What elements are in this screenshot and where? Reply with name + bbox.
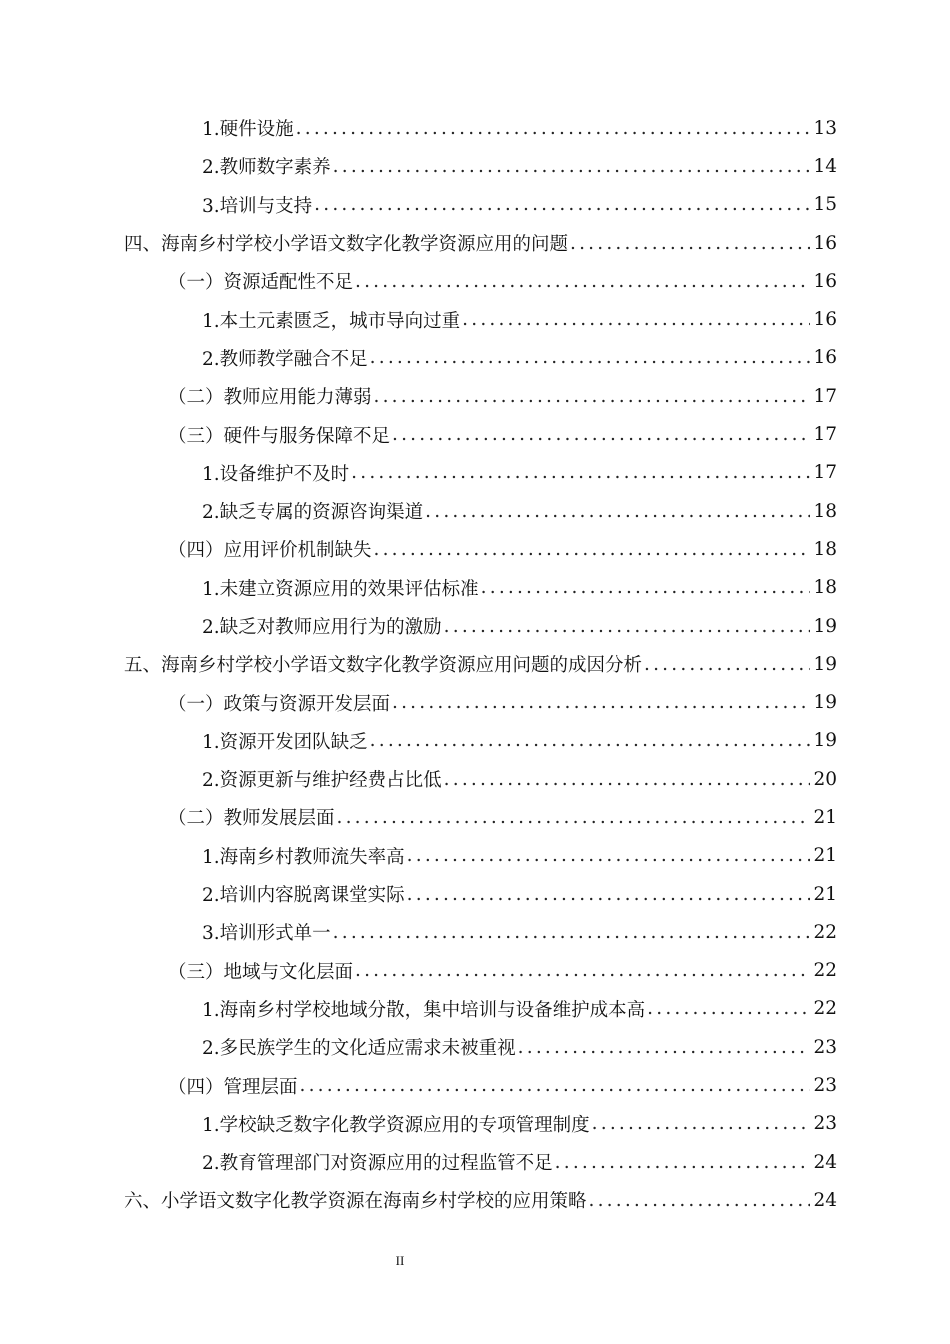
toc-entry[interactable] bbox=[0, 186, 950, 224]
toc-entry[interactable] bbox=[0, 1028, 950, 1066]
toc-entry-page-number: 23 bbox=[813, 1036, 837, 1058]
toc-entry[interactable] bbox=[0, 952, 950, 990]
toc-entry-page-number: 22 bbox=[813, 998, 837, 1020]
dot-leader bbox=[481, 577, 810, 598]
toc-entry-title: 2.资源更新与维护经费占比低 bbox=[202, 770, 442, 792]
toc-entry[interactable] bbox=[0, 569, 950, 607]
toc-entry[interactable] bbox=[0, 1105, 950, 1143]
toc-entry-page-number: 14 bbox=[813, 155, 837, 177]
toc-entry-page-number: 19 bbox=[813, 615, 837, 637]
toc-entry-title: （一）资源适配性不足 bbox=[168, 272, 354, 294]
toc-entry-title: 2.培训内容脱离课堂实际 bbox=[202, 885, 405, 907]
toc-entry-title: 1.设备维护不及时 bbox=[202, 463, 350, 485]
toc-entry-page-number: 23 bbox=[813, 1113, 837, 1135]
dot-leader bbox=[392, 692, 810, 713]
dot-leader bbox=[300, 1075, 810, 1096]
toc-entry-page-number: 24 bbox=[813, 1151, 837, 1173]
toc-entry-page-number: 17 bbox=[813, 424, 837, 446]
dot-leader bbox=[407, 884, 810, 905]
toc-entry-page-number: 15 bbox=[813, 194, 837, 216]
toc-entry-page-number: 16 bbox=[813, 309, 837, 331]
toc-entry-page-number: 22 bbox=[813, 921, 837, 943]
toc-entry[interactable] bbox=[0, 645, 950, 683]
toc-entry-page-number: 16 bbox=[813, 270, 837, 292]
toc-entry[interactable] bbox=[0, 760, 950, 798]
toc-entry[interactable] bbox=[0, 454, 950, 492]
toc-entry-page-number: 19 bbox=[813, 692, 837, 714]
toc-entry-page-number: 21 bbox=[813, 883, 837, 905]
dot-leader bbox=[555, 1152, 810, 1173]
table-of-contents bbox=[0, 109, 950, 1220]
toc-entry-title: 2.教育管理部门对资源应用的过程监管不足 bbox=[202, 1153, 553, 1175]
toc-entry-page-number: 24 bbox=[813, 1189, 837, 1211]
toc-entry-page-number: 21 bbox=[813, 845, 837, 867]
toc-entry-title: 2.教师教学融合不足 bbox=[202, 348, 368, 370]
toc-entry-title: 3.培训形式单一 bbox=[202, 923, 331, 945]
dot-leader bbox=[351, 462, 810, 483]
dot-leader bbox=[589, 1190, 810, 1211]
toc-entry[interactable] bbox=[0, 837, 950, 875]
dot-leader bbox=[444, 616, 810, 637]
toc-entry-title: （三）硬件与服务保障不足 bbox=[168, 425, 391, 447]
toc-entry-page-number: 18 bbox=[813, 577, 837, 599]
dot-leader bbox=[296, 118, 810, 139]
dot-leader bbox=[374, 539, 810, 560]
toc-entry[interactable] bbox=[0, 339, 950, 377]
toc-entry-title: 1.资源开发团队缺乏 bbox=[202, 731, 368, 753]
toc-entry-title: 五、海南乡村学校小学语文数字化教学资源应用问题的成因分析 bbox=[124, 655, 643, 677]
toc-entry[interactable] bbox=[0, 147, 950, 185]
toc-entry-title: 四、海南乡村学校小学语文数字化教学资源应用的问题 bbox=[124, 234, 569, 256]
dot-leader bbox=[355, 271, 810, 292]
dot-leader bbox=[333, 156, 810, 177]
dot-leader bbox=[355, 960, 810, 981]
toc-entry-page-number: 20 bbox=[813, 768, 837, 790]
toc-entry-title: 2.教师数字素养 bbox=[202, 157, 331, 179]
toc-entry-title: （三）地域与文化层面 bbox=[168, 961, 354, 983]
toc-entry-title: 1.未建立资源应用的效果评估标准 bbox=[202, 578, 479, 600]
dot-leader bbox=[337, 807, 810, 828]
toc-entry-title: （四）管理层面 bbox=[168, 1076, 298, 1098]
dot-leader bbox=[314, 194, 810, 215]
toc-entry-title: （二）教师应用能力薄弱 bbox=[168, 387, 372, 409]
toc-entry-title: （四）应用评价机制缺失 bbox=[168, 540, 372, 562]
toc-entry[interactable] bbox=[0, 875, 950, 913]
toc-entry-title: 2.缺乏对教师应用行为的激励 bbox=[202, 617, 442, 638]
toc-entry[interactable] bbox=[0, 990, 950, 1028]
dot-leader bbox=[444, 769, 810, 790]
dot-leader bbox=[570, 233, 810, 254]
dot-leader bbox=[407, 845, 810, 866]
toc-entry-title: 六、小学语文数字化教学资源在海南乡村学校的应用策略 bbox=[124, 1191, 587, 1213]
toc-entry[interactable] bbox=[0, 683, 950, 721]
dot-leader bbox=[644, 654, 810, 675]
dot-leader bbox=[518, 1037, 810, 1058]
toc-entry-page-number: 23 bbox=[813, 1075, 837, 1097]
toc-entry[interactable] bbox=[0, 224, 950, 262]
toc-entry-page-number: 17 bbox=[813, 462, 837, 484]
toc-entry[interactable] bbox=[0, 1143, 950, 1181]
toc-entry-page-number: 18 bbox=[813, 538, 837, 560]
toc-entry[interactable] bbox=[0, 109, 950, 147]
toc-entry[interactable] bbox=[0, 415, 950, 453]
dot-leader bbox=[647, 998, 810, 1019]
toc-entry-title: 1.海南乡村学校地域分散，集中培训与设备维护成本高 bbox=[202, 999, 646, 1021]
toc-entry-page-number: 17 bbox=[813, 385, 837, 407]
dot-leader bbox=[425, 501, 810, 522]
toc-entry-page-number: 16 bbox=[813, 232, 837, 254]
toc-entry[interactable] bbox=[0, 1066, 950, 1104]
dot-leader bbox=[333, 922, 810, 943]
toc-entry-page-number: 18 bbox=[813, 500, 837, 522]
toc-entry[interactable] bbox=[0, 722, 950, 760]
toc-entry[interactable] bbox=[0, 300, 950, 338]
toc-entry[interactable] bbox=[0, 607, 950, 645]
toc-entry-title: 1.硬件设施 bbox=[202, 119, 294, 141]
toc-entry-page-number: 16 bbox=[813, 347, 837, 369]
dot-leader bbox=[370, 347, 810, 368]
dot-leader bbox=[370, 730, 810, 751]
page-number: II bbox=[395, 1253, 405, 1268]
dot-leader bbox=[392, 424, 810, 445]
toc-entry-page-number: 19 bbox=[813, 730, 837, 752]
dot-leader bbox=[592, 1113, 810, 1134]
toc-entry-title: （二）教师发展层面 bbox=[168, 808, 335, 830]
toc-entry-title: 2.多民族学生的文化适应需求未被重视 bbox=[202, 1038, 516, 1060]
toc-entry-page-number: 22 bbox=[813, 960, 837, 982]
toc-entry-title: 1.海南乡村教师流失率高 bbox=[202, 846, 405, 868]
toc-entry-title: 1.本土元素匮乏，城市导向过重 bbox=[202, 310, 461, 332]
toc-entry-page-number: 21 bbox=[813, 806, 837, 828]
toc-entry-title: （一）政策与资源开发层面 bbox=[168, 693, 391, 715]
toc-entry-title: 1.学校缺乏数字化教学资源应用的专项管理制度 bbox=[202, 1114, 590, 1136]
dot-leader bbox=[374, 386, 810, 407]
toc-entry-page-number: 19 bbox=[813, 653, 837, 675]
toc-entry[interactable] bbox=[0, 262, 950, 300]
toc-entry[interactable] bbox=[0, 1181, 950, 1219]
toc-entry-page-number: 13 bbox=[813, 117, 837, 139]
toc-entry-title: 2.缺乏专属的资源咨询渠道 bbox=[202, 502, 424, 524]
toc-entry[interactable] bbox=[0, 913, 950, 951]
toc-entry-title: 3.培训与支持 bbox=[202, 195, 313, 217]
toc-entry[interactable] bbox=[0, 530, 950, 568]
dot-leader bbox=[462, 309, 810, 330]
toc-entry[interactable] bbox=[0, 492, 950, 530]
toc-entry[interactable] bbox=[0, 798, 950, 836]
toc-entry[interactable] bbox=[0, 377, 950, 415]
